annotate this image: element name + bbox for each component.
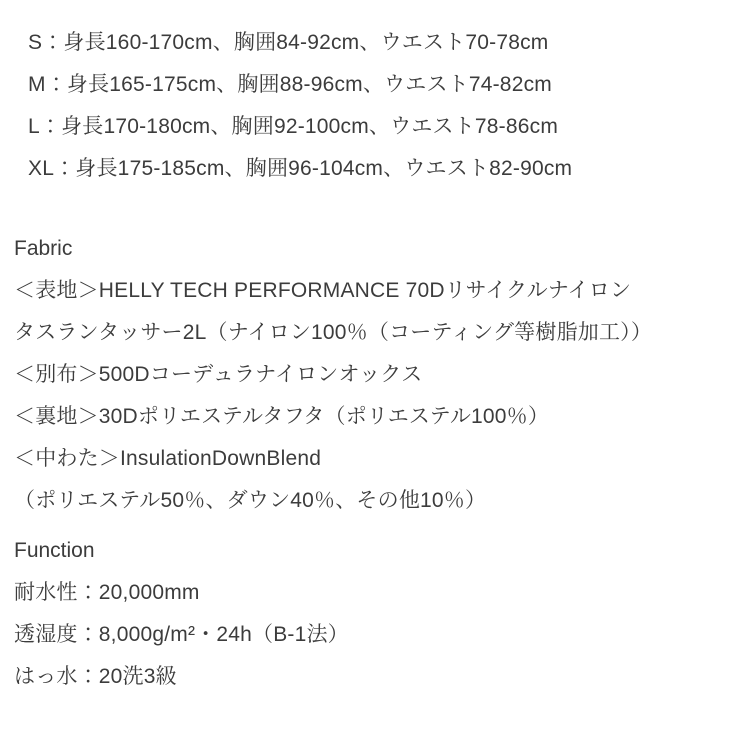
function-line-breathability: 透湿度：8,000g/m²・24h（B-1法） <box>14 623 349 646</box>
size-row-s: S：身長160-170cm、胸囲84-92cm、ウエスト70-78cm <box>28 31 549 54</box>
function-heading: Function <box>14 539 95 562</box>
spacer-after-fabric <box>14 522 726 530</box>
fabric-line-insulation: ＜中わた＞InsulationDownBlend <box>14 447 322 470</box>
size-row-l: L：身長170-180cm、胸囲92-100cm、ウエスト78-86cm <box>28 115 559 138</box>
function-line-water-repellency: はっ水：20洗3級 <box>14 665 177 688</box>
size-row-m: M：身長165-175cm、胸囲88-96cm、ウエスト74-82cm <box>28 73 552 96</box>
spacer-after-sizes <box>14 190 726 228</box>
fabric-block <box>14 228 726 522</box>
fabric-line-alt-cloth: ＜別布＞500Dコーデュラナイロンオックス <box>14 363 423 386</box>
fabric-heading: Fabric <box>14 237 73 260</box>
fabric-line-shell: ＜表地＞HELLY TECH PERFORMANCE 70Dリサイクルナイロン <box>14 279 632 302</box>
fabric-line-insulation-cont: （ポリエステル50％、ダウン40％、その他10％） <box>14 489 487 512</box>
function-block <box>14 530 726 698</box>
fabric-line-shell-cont: タスランタッサー2L（ナイロン100％（コーティング等樹脂加工）） <box>14 321 653 344</box>
fabric-line-lining: ＜裏地＞30Dポリエステルタフタ（ポリエステル100％） <box>14 405 550 428</box>
size-chart-block <box>14 22 726 190</box>
function-line-waterproof: 耐水性：20,000mm <box>14 581 200 604</box>
size-row-xl: XL：身長175-185cm、胸囲96-104cm、ウエスト82-90cm <box>28 157 573 180</box>
